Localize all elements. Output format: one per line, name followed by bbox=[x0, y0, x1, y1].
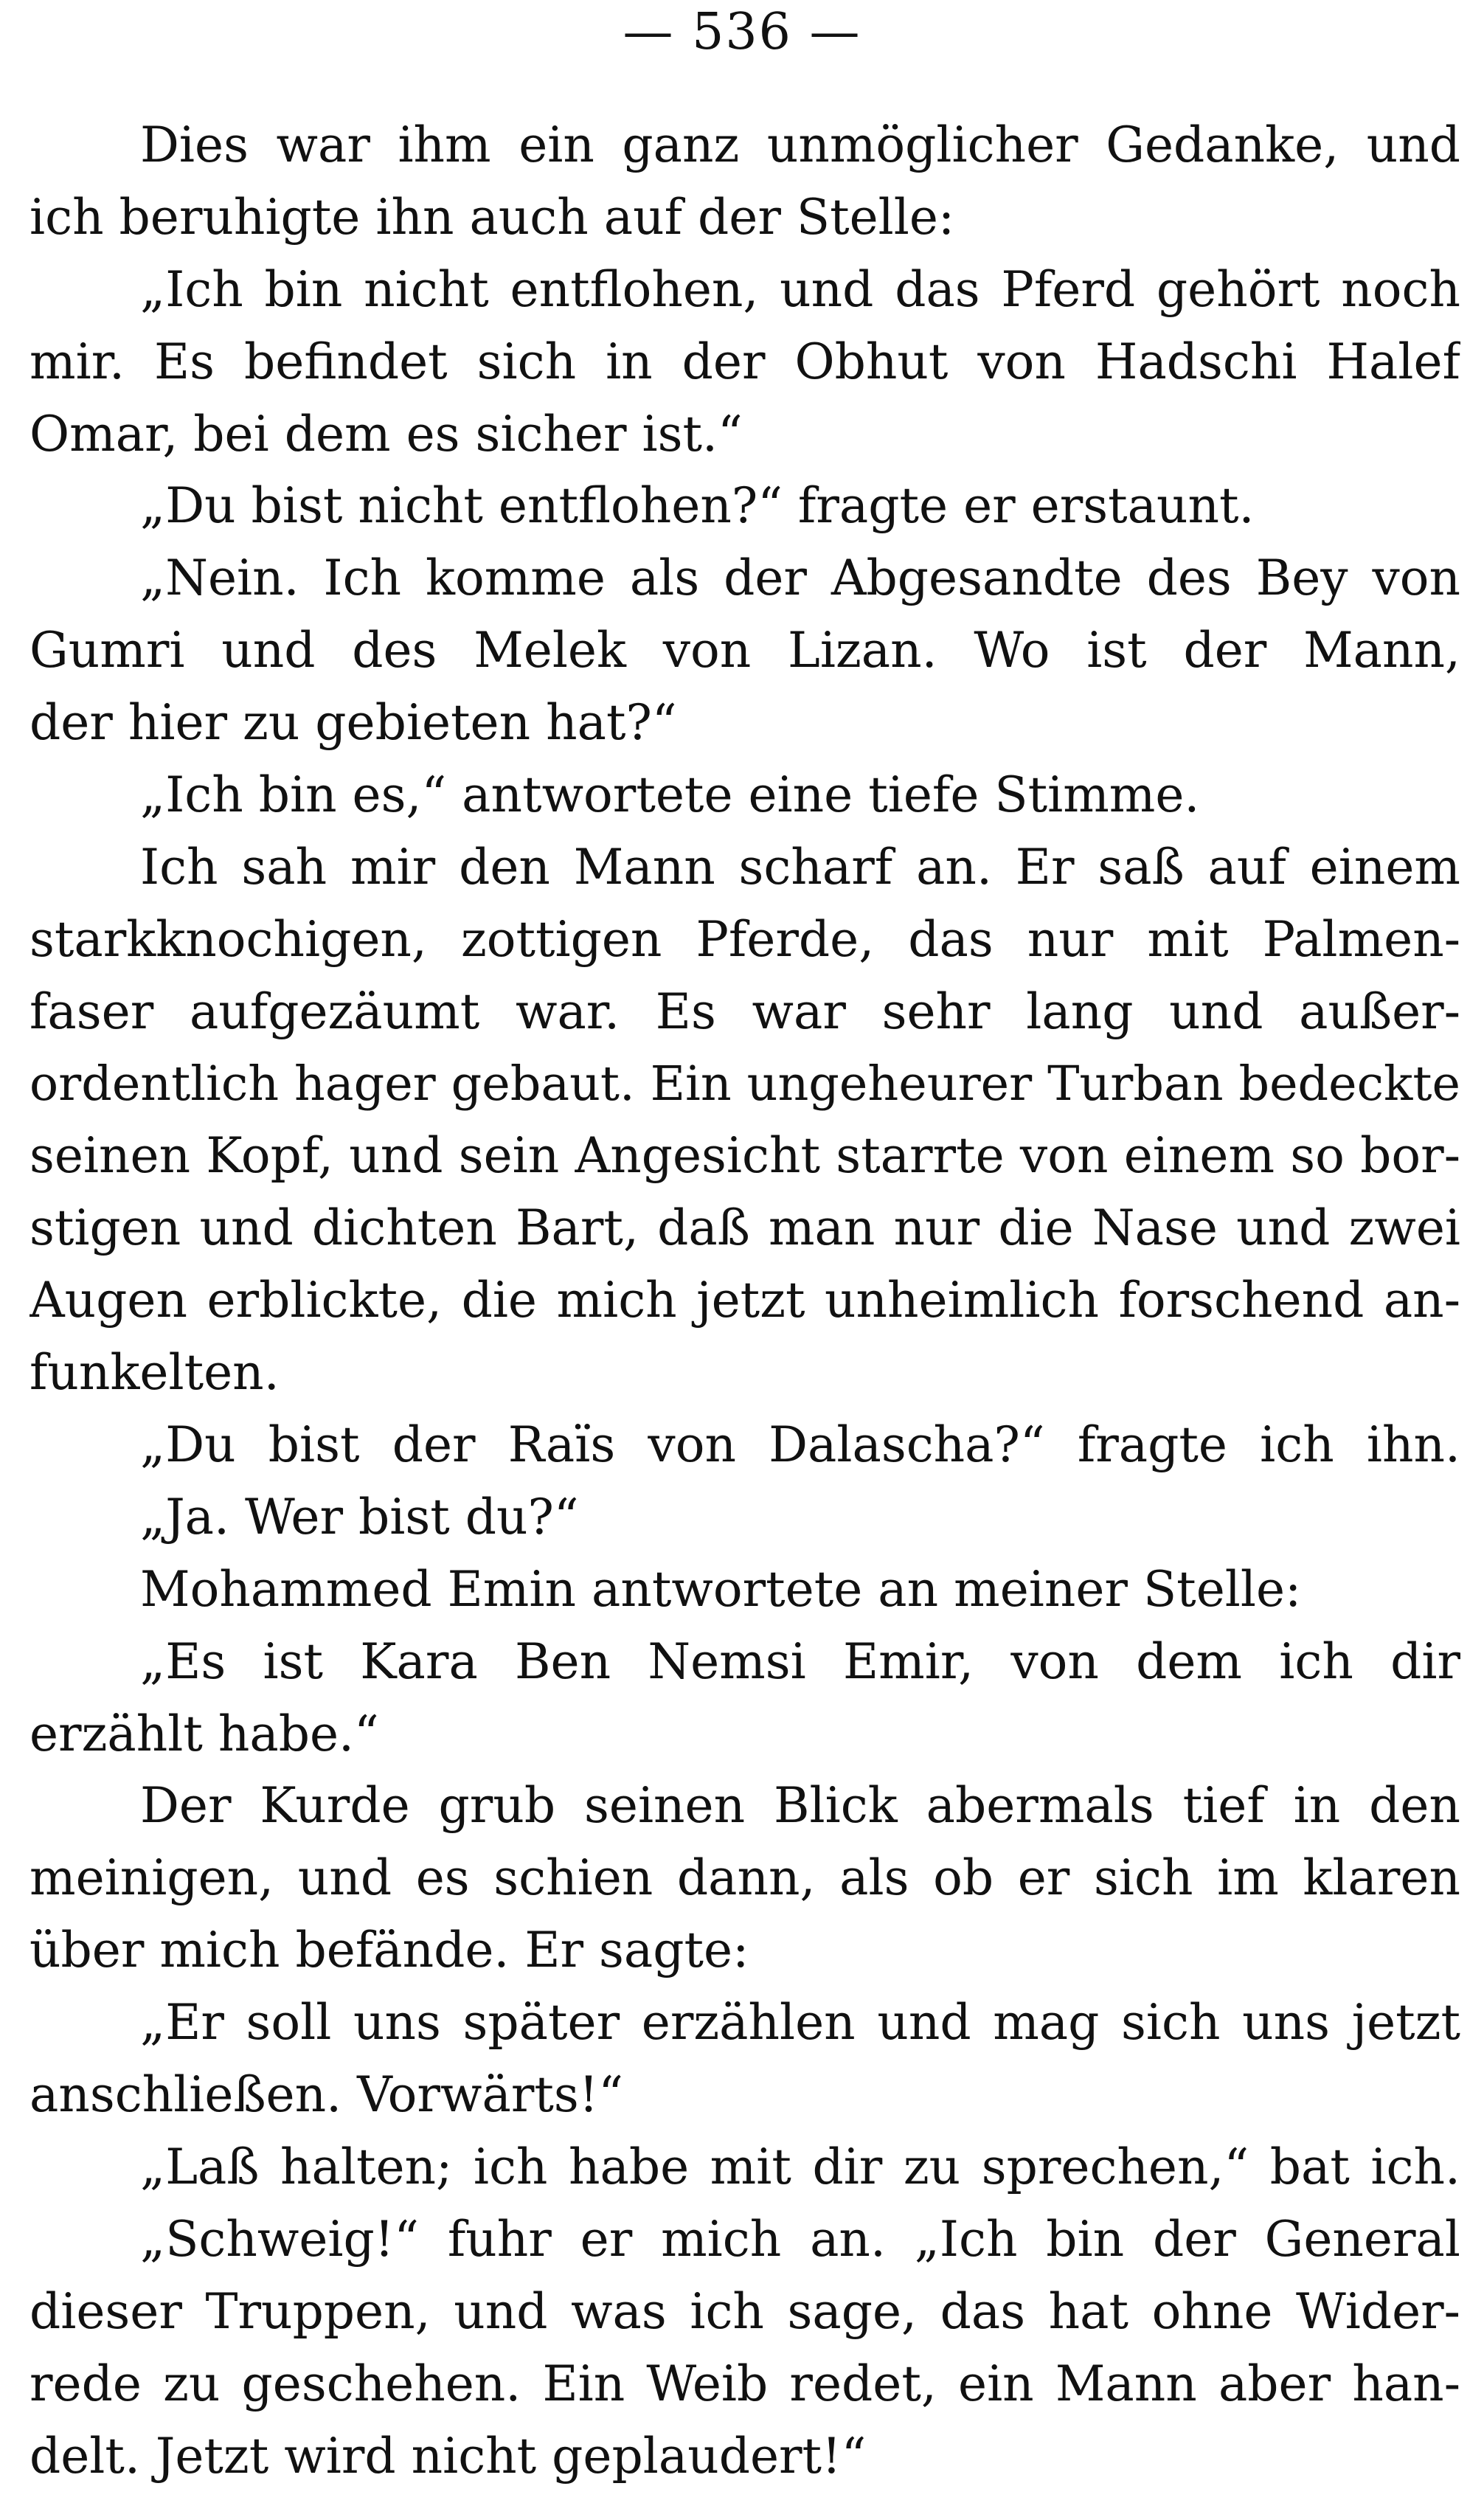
text-line: „Ich bin es,“ antwortete eine tiefe Stimme. bbox=[140, 766, 1200, 824]
text-line: anschließen. Vorwärts!“ bbox=[30, 2066, 624, 2124]
text-line: „Schweig!“ fuhr er mich an. „Ich bin der General bbox=[140, 2210, 1460, 2268]
text-line: „Es ist Kara Ben Nemsi Emir, von dem ich dir bbox=[140, 1633, 1460, 1690]
text-line: Gumri und des Melek von Lizan. Wo ist der Mann, bbox=[30, 622, 1460, 679]
text-line: Der Kurde grub seinen Blick abermals tief in den bbox=[140, 1777, 1460, 1835]
text-line: meinigen, und es schien dann, als ob er sich im klaren bbox=[30, 1849, 1460, 1907]
text-line: faser aufgezäumt war. Es war sehr lang und außer- bbox=[30, 983, 1460, 1040]
text-line: erzählt habe.“ bbox=[30, 1705, 379, 1762]
text-line: funkelten. bbox=[30, 1344, 280, 1402]
text-line: delt. Jetzt wird nicht geplaudert!“ bbox=[30, 2427, 867, 2485]
text-line: „Laß halten; ich habe mit dir zu sprechen,“ bat ich. bbox=[140, 2138, 1460, 2195]
text-line: stigen und dichten Bart, daß man nur die Nase und zwei bbox=[30, 1199, 1460, 1257]
body-text bbox=[30, 109, 1460, 2492]
text-line: ordentlich hager gebaut. Ein ungeheurer Turban bedeckte bbox=[30, 1056, 1460, 1112]
text-line: rede zu geschehen. Ein Weib redet, ein Mann aber han- bbox=[30, 2355, 1460, 2412]
text-line: Augen erblickte, die mich jetzt unheimlich forschend an- bbox=[30, 1272, 1460, 1329]
text-line: „Ja. Wer bist du?“ bbox=[140, 1488, 579, 1545]
text-line: über mich befände. Er sagte: bbox=[30, 1922, 749, 1979]
text-line: „Er soll uns später erzählen und mag sich uns jetzt bbox=[140, 1994, 1460, 2052]
page-number: — 536 — bbox=[623, 3, 861, 61]
text-line: „Du bist nicht entflohen?“ fragte er erstaunt. bbox=[140, 477, 1255, 535]
text-line: „Nein. Ich komme als der Abgesandte des Bey von bbox=[140, 550, 1460, 607]
text-line: „Ich bin nicht entflohen, und das Pferd gehört noch bbox=[140, 260, 1460, 318]
text-line: dieser Truppen, und was ich sage, das hat ohne Wider- bbox=[30, 2282, 1460, 2340]
text-line: „Du bist der Raïs von Dalascha?“ fragte ich ihn. bbox=[140, 1416, 1460, 1474]
text-line: der hier zu gebieten hat?“ bbox=[30, 694, 677, 752]
text-line: Ich sah mir den Mann scharf an. Er saß auf einem bbox=[140, 838, 1460, 896]
text-line: mir. Es befindet sich in der Obhut von Hadschi Halef bbox=[30, 333, 1460, 390]
text-line: Mohammed Emin antwortete an meiner Stelle: bbox=[140, 1560, 1302, 1618]
text-line: Omar, bei dem es sicher ist.“ bbox=[30, 405, 743, 463]
text-line: starkknochigen, zottigen Pferde, das nur mit Palmen- bbox=[30, 910, 1460, 968]
text-line: Dies war ihm ein ganz unmöglicher Gedanke, und bbox=[140, 117, 1460, 173]
text-line: ich beruhigte ihn auch auf der Stelle: bbox=[30, 188, 955, 246]
text-line: seinen Kopf, und sein Angesicht starrte von einem so bor- bbox=[30, 1127, 1460, 1185]
